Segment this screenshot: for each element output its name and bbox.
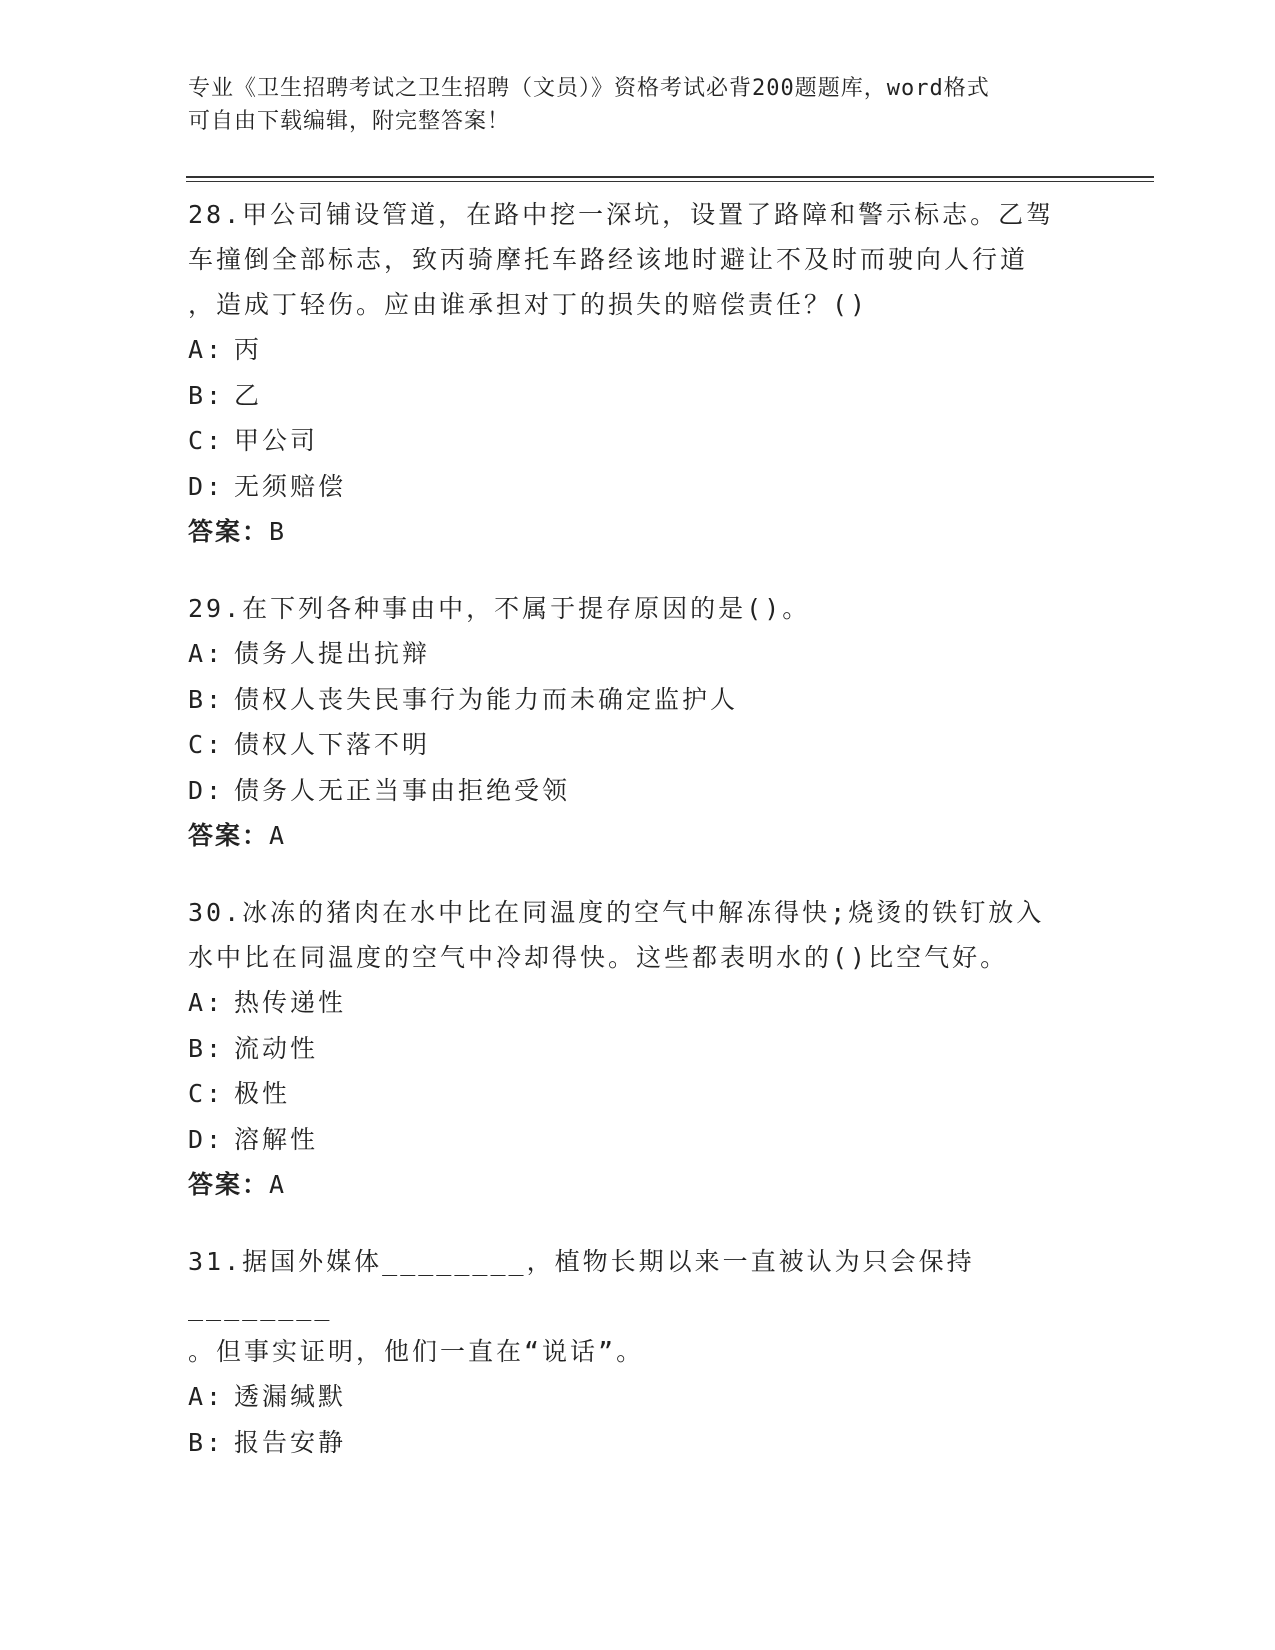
option-row [188,327,1088,373]
question-text-line: 31.据国外媒体________，植物长期以来一直被认为只会保持________ [188,1247,975,1321]
header-divider-thin [186,181,1154,182]
question-text-line: ，造成丁轻伤。应由谁承担对丁的损失的赔偿责任？() [188,290,869,319]
option-text: 乙 [234,380,263,410]
option-key: A: [188,335,225,364]
option-key: A: [188,639,225,668]
option-row [188,677,1088,723]
answer-label: 答案： [188,517,270,546]
option-key: C: [188,730,225,759]
option-key: A: [188,988,225,1017]
option-row [188,1374,1088,1420]
question-text-line: 水中比在同温度的空气中冷却得快。这些都表明水的()比空气好。 [188,943,1009,972]
option-text: 丙 [234,335,263,364]
option-text: 极性 [234,1079,291,1108]
question-text-line: 。但事实证明，他们一直在“说话”。 [188,1337,645,1366]
option-row [188,418,1088,464]
header-title-line-2: 可自由下载编辑，附完整答案！ [188,109,511,134]
option-text: 透漏缄默 [234,1382,347,1411]
option-key: D: [188,775,225,805]
question-text-line: 28.甲公司铺设管道，在路中挖一深坑，设置了路障和警示标志。乙驾 [188,200,1055,229]
option-key: B: [188,684,225,714]
question-block [188,192,1088,554]
option-row [188,631,1088,677]
option-text: 热传递性 [234,988,347,1017]
option-row [188,464,1088,510]
option-text: 债权人丧失民事行为能力而未确定监护人 [234,684,739,714]
option-row [188,722,1088,768]
option-row [188,1420,1088,1466]
question-list [188,192,1088,1497]
option-row [188,373,1088,419]
option-row [188,1117,1088,1163]
option-key: B: [188,1427,225,1457]
option-row [188,980,1088,1026]
option-key: B: [188,1033,225,1063]
option-key: A: [188,1382,225,1411]
option-key: C: [188,426,225,455]
question-block [188,586,1088,858]
option-key: D: [188,471,225,501]
option-row [188,1026,1088,1072]
answer-label: 答案： [188,1170,270,1199]
header-title-line-1: 专业《卫生招聘考试之卫生招聘（文员）》资格考试必背200题题库，word格式 [188,76,990,101]
answer-value: A [269,821,287,850]
answer-label: 答案： [188,821,270,850]
option-key: C: [188,1079,225,1108]
option-text: 无须赔偿 [234,471,347,501]
option-row [188,1071,1088,1117]
question-block [188,890,1088,1207]
option-text: 债务人无正当事由拒绝受领 [234,775,571,805]
option-text: 债务人提出抗辩 [234,639,431,668]
answer-line [188,1162,1088,1207]
document-header [188,72,1078,138]
header-divider-thick [186,176,1154,178]
question-block [188,1239,1088,1465]
question-text-line: 30.冰冻的猪肉在水中比在同温度的空气中解冻得快;烧烫的铁钉放入 [188,898,1045,927]
option-text: 溶解性 [234,1124,319,1154]
option-key: B: [188,380,225,410]
option-row [188,768,1088,814]
question-text-line: 车撞倒全部标志，致丙骑摩托车路经该地时避让不及时而驶向人行道 [188,245,1029,274]
option-key: D: [188,1124,225,1154]
option-text: 报告安静 [234,1427,347,1457]
option-text: 甲公司 [234,426,319,455]
answer-line [188,813,1088,858]
answer-value: B [269,517,287,546]
answer-value: A [269,1170,287,1199]
question-text-line: 29.在下列各种事由中，不属于提存原因的是()。 [188,594,811,623]
option-text: 流动性 [234,1033,319,1063]
answer-line [188,509,1088,554]
option-text: 债权人下落不明 [234,730,431,759]
